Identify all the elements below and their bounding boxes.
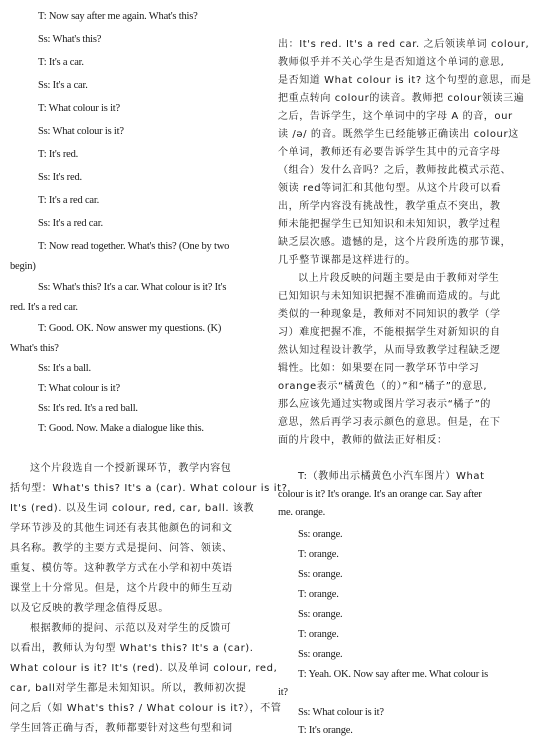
right-line-35: Ss: What colour is it? [298, 707, 384, 718]
left-line-2: T: It's a car. [38, 57, 84, 68]
left-line-4: T: What colour is it? [38, 103, 120, 114]
right-line-19: orange表示“橘黄色（的）”和“橘子”的意思, [278, 381, 488, 392]
left-line-14: T: Good. OK. Now answer my questions. (K) [38, 323, 222, 334]
right-line-15: 类似的一种现象是，教师对不同知识的教学（学 [278, 309, 501, 320]
right-line-34: it? [278, 687, 288, 698]
right-line-14: 已知知识与未知知识把握不准确而造成的。与此 [278, 291, 501, 302]
right-line-21: 意思，然后再学习表示颜色的意思。但是，在下 [278, 417, 501, 428]
right-line-16: 习）难度把握不准，不能根据学生对新知识的自 [278, 327, 501, 338]
left-line-29: 以看出，教师认为句型 What's this? It's a (car). [10, 643, 254, 654]
left-line-15: What's this? [10, 343, 59, 354]
right-line-11: 缺乏层次感。遗憾的是，这个片段所选的那节课， [278, 237, 512, 248]
right-line-26: Ss: orange. [298, 529, 343, 540]
left-line-1: Ss: What's this? [38, 34, 102, 45]
right-line-10: 师未能把握学生已知知识和未知知识，教学过程 [278, 219, 501, 230]
left-line-33: 学生回答正确与否，教师都要针对这些句型和词 [10, 723, 233, 734]
left-line-24: 具名称。教学的主要方式是提问、问答、领读、 [10, 543, 233, 554]
left-line-6: T: It's red. [38, 149, 79, 160]
left-line-19: T: Good. Now. Make a dialogue like this. [38, 423, 204, 434]
left-line-9: Ss: It's a red car. [38, 218, 103, 229]
right-line-30: Ss: orange. [298, 609, 343, 620]
left-line-10: T: Now read together. What's this? (One by two [38, 241, 230, 252]
right-line-32: Ss: orange. [298, 649, 343, 660]
right-line-7: （组合）发什么音吗？之后，教师按此模式示范、 [278, 165, 512, 176]
right-line-4: 之后，告诉学生，这个单词中的字母 A 的音，our [278, 111, 513, 122]
left-line-0: T: Now say after me again. What's this? [38, 11, 198, 22]
left-line-31: car, ball对学生都是未知知识。所以，教师初次提 [10, 683, 247, 694]
right-line-22: 面的片段中，教师的做法正好相反： [278, 435, 448, 446]
left-line-8: T: It's a red car. [38, 195, 100, 206]
right-line-0: 出：It's red. It's a red car. 之后领读单词 colour, [278, 39, 530, 50]
left-line-32: 问之后（如 What's this? / What colour is it?），不管 [10, 703, 282, 714]
right-line-2: 是否知道 What colour is it? 这个句型的意思，而是 [278, 75, 532, 86]
left-line-22: It's (red). 以及生词 colour, red, car, ball. 该教 [10, 503, 255, 514]
right-line-23: T:（教师出示橘黄色小汽车图片）What [298, 471, 485, 482]
left-line-17: T: What colour is it? [38, 383, 120, 394]
left-line-12: Ss: What's this? It's a car. What colour is it? It's [38, 282, 227, 293]
right-line-31: T: orange. [298, 629, 339, 640]
left-line-11: begin) [10, 261, 36, 272]
right-line-5: 读 /ə/ 的音。既然学生已经能够正确读出 colour这 [278, 129, 519, 140]
right-line-8: 领读 red等词汇和其他句型。从这个片段可以看 [278, 183, 502, 194]
left-line-16: Ss: It's a ball. [38, 363, 91, 374]
right-line-6: 个单词，教师还有必要告诉学生其中的元音字母 [278, 147, 501, 158]
right-line-1: 教师似乎并不关心学生是否知道这个单词的意思, [278, 57, 505, 68]
right-line-36: T: It's orange. [298, 725, 353, 736]
right-line-29: T: orange. [298, 589, 339, 600]
left-line-5: Ss: What colour is it? [38, 126, 124, 137]
left-line-13: red. It's a red car. [10, 302, 78, 313]
right-line-3: 把重点转向 colour的读音。教师把 colour领读三遍 [278, 93, 525, 104]
right-line-20: 那么应该先通过实物或图片学习表示“橘子”的 [278, 399, 491, 410]
right-line-28: Ss: orange. [298, 569, 343, 580]
left-line-26: 课堂上十分常见。但是，这个片段中的师生互动 [10, 583, 233, 594]
left-line-27: 以及它反映的教学理念值得反思。 [10, 603, 169, 614]
right-line-33: T: Yeah. OK. Now say after me. What colour is [298, 669, 489, 680]
left-line-3: Ss: It's a car. [38, 80, 88, 91]
left-line-28: 根据教师的提问、示范以及对学生的反馈可 [30, 623, 232, 634]
left-line-23: 学环节涉及的其他生词还有表其他颜色的词和文 [10, 523, 233, 534]
left-line-25: 重复、模仿等。这种教学方式在小学和初中英语 [10, 563, 233, 574]
right-line-25: me. orange. [278, 507, 326, 518]
right-line-18: 辑性。比如：如果要在同一教学环节中学习 [278, 363, 480, 374]
left-line-30: What colour is it? It's (red). 以及单词 colour, red, [10, 663, 278, 674]
right-line-17: 然认知过程设计教学，从而导致教学过程缺乏逻 [278, 345, 501, 356]
right-line-13: 以上片段反映的问题主要是由于教师对学生 [298, 273, 500, 284]
left-line-7: Ss: It's red. [38, 172, 82, 183]
right-line-12: 几乎整节课都是这样进行的。 [278, 255, 416, 266]
left-line-21: 括句型：What's this? It's a (car). What colour is it? [10, 483, 288, 494]
left-line-20: 这个片段选自一个授新课环节，教学内容包 [30, 463, 232, 474]
right-line-24: colour is it? It's orange. It's an orange car. Say after [278, 489, 482, 500]
left-line-18: Ss: It's red. It's a red ball. [38, 403, 138, 414]
right-line-27: T: orange. [298, 549, 339, 560]
right-line-9: 出，所学内容没有挑战性，教学重点不突出，教 [278, 201, 501, 212]
